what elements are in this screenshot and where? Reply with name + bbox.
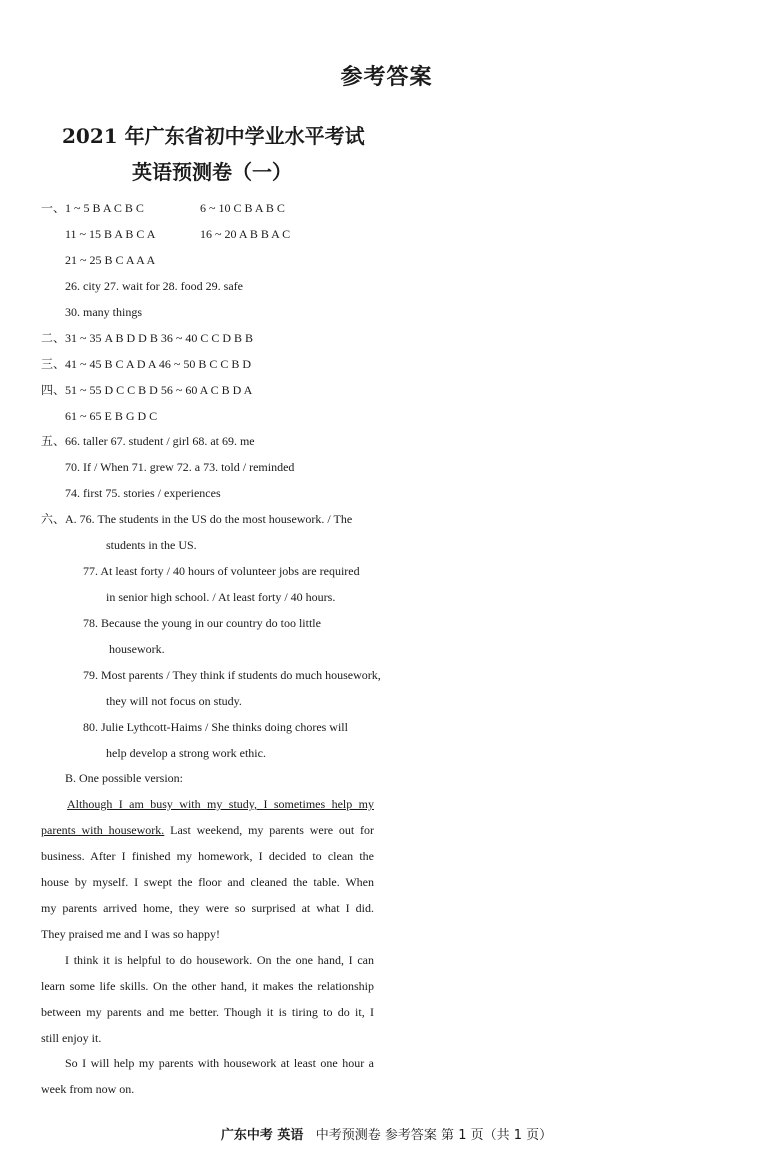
answer-line: 三、41 ~ 45 B C A D A 46 ~ 50 B C C B D: [41, 357, 252, 371]
answer-line: 六、A. 76. The students in the US do the most housework. / The: [41, 512, 353, 526]
answer-line: 79. Most parents / They think if students do much housework,: [83, 668, 381, 682]
essay-text: learn some life skills. On the other hand, it makes the relationship: [41, 979, 374, 993]
answer-line: housework.: [109, 642, 165, 656]
essay-text: So I will help my parents with housework at least one hour a: [65, 1056, 374, 1070]
answer-line: help develop a strong work ethic.: [106, 746, 266, 760]
answer-line: 16 ~ 20 A B B A C: [200, 227, 291, 241]
essay-paragraph: [41, 947, 374, 1051]
answer-line: 21 ~ 25 B C A A A: [65, 253, 156, 267]
essay-underlined-text: parents with housework.: [41, 823, 165, 837]
answer-line: they will not focus on study.: [106, 694, 242, 708]
answer-line: 74. first 75. stories / experiences: [65, 486, 221, 500]
footer-brand: 广东中考 英语: [220, 1128, 304, 1143]
answer-line: B. One possible version:: [65, 771, 183, 785]
answer-line: 78. Because the young in our country do too little: [83, 616, 321, 630]
essay-text: between my parents and me better. Though it is tiring to do it, I: [41, 1005, 374, 1019]
essay-text: Last weekend, my parents were out for: [164, 823, 374, 837]
answer-line: 26. city 27. wait for 28. food 29. safe: [65, 279, 243, 293]
essay-text: They praised me and I was so happy!: [41, 927, 220, 941]
essay-text: I think it is helpful to do housework. On the one hand, I can: [65, 953, 374, 967]
answer-line: 77. At least forty / 40 hours of volunteer jobs are required: [83, 564, 360, 578]
answer-line: 二、31 ~ 35 A B D D B 36 ~ 40 C C D B B: [41, 331, 254, 345]
answer-line: in senior high school. / At least forty / 40 hours.: [106, 590, 336, 604]
answer-line: 一、1 ~ 5 B A C B C: [41, 201, 144, 215]
answer-line: 11 ~ 15 B A B C A: [65, 227, 156, 241]
essay-text: my parents arrived home, they were so surprised at what I did.: [41, 901, 374, 915]
answer-line: 80. Julie Lythcott-Haims / She thinks doing chores will: [83, 720, 348, 734]
exam-title: 2021 年广东省初中学业水平考试: [62, 124, 365, 148]
essay-text: business. After I finished my homework, I decided to clean the: [41, 849, 374, 863]
answer-line: 6 ~ 10 C B A B C: [200, 201, 285, 215]
answer-line: 70. If / When 71. grew 72. a 73. told / reminded: [65, 460, 295, 474]
footer-text: 中考预测卷 参考答案 第 1 页（共 1 页）: [315, 1128, 553, 1143]
page-title: 参考答案: [340, 65, 433, 90]
exam-subtitle: 英语预测卷（一）: [132, 160, 292, 184]
answer-line: 30. many things: [65, 305, 142, 319]
essay-text: house by myself. I swept the floor and cleaned the table. When: [41, 875, 374, 889]
essay-underlined-text: Although I am busy with my study, I sometimes help my: [67, 797, 374, 811]
essay-text: week from now on.: [41, 1082, 135, 1096]
answer-line: 五、66. taller 67. student / girl 68. at 69. me: [41, 434, 255, 448]
page-footer: [0, 1124, 773, 1143]
answer-line: students in the US.: [106, 538, 197, 552]
answer-line: 61 ~ 65 E B G D C: [65, 409, 158, 423]
essay-paragraph: [41, 1050, 374, 1102]
essay-text: still enjoy it.: [41, 1031, 102, 1045]
essay-paragraph: [41, 791, 374, 947]
answer-line: 四、51 ~ 55 D C C B D 56 ~ 60 A C B D A: [41, 383, 253, 397]
